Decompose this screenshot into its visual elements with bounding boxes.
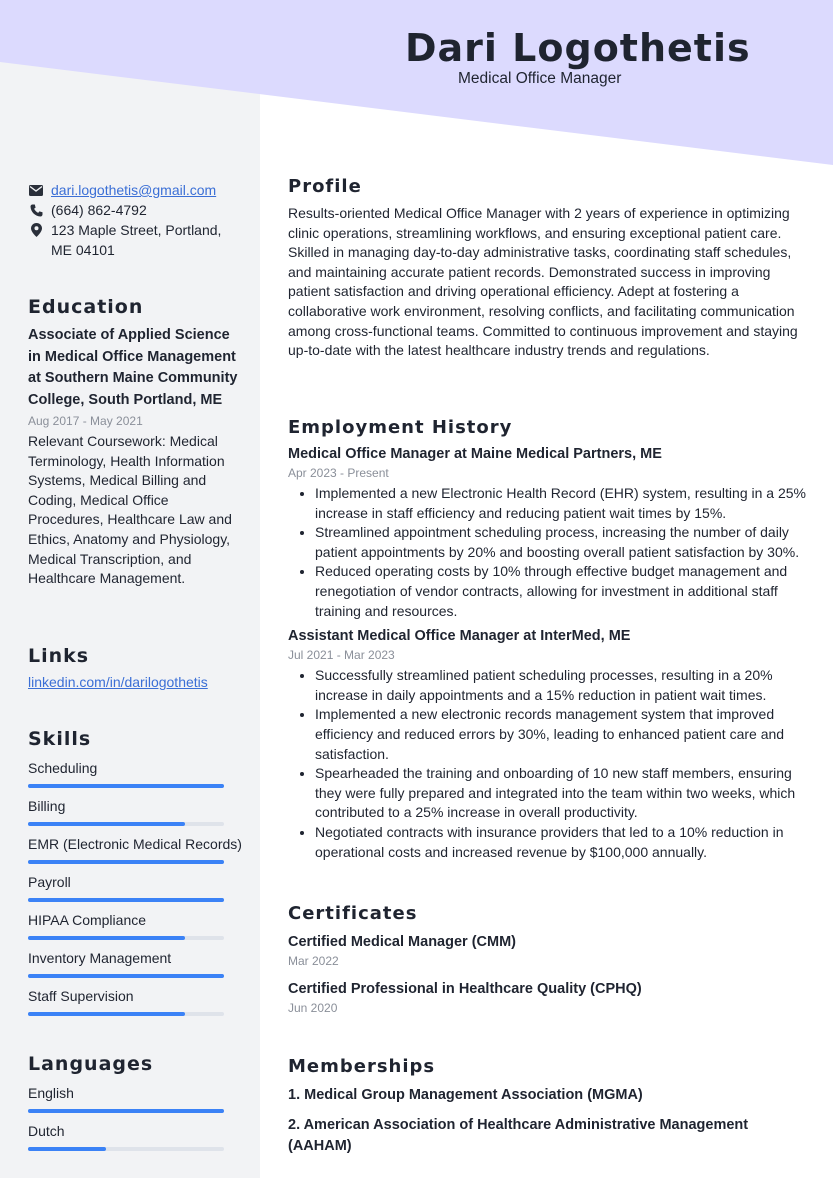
job-bullets: [288, 484, 808, 621]
skill-bar-fill: [28, 784, 224, 788]
skill-label: Payroll: [28, 874, 71, 890]
certificate-date: Jun 2020: [288, 1001, 338, 1015]
language-item: [28, 1122, 224, 1140]
job-title: Medical Office Manager at Maine Medical Partners, ME: [288, 446, 662, 462]
job-bullets: [288, 666, 808, 862]
contact-section: [28, 180, 238, 260]
skill-item: [28, 759, 224, 777]
skill-bar: [28, 860, 224, 864]
skill-item: [28, 873, 224, 891]
contact-phone-row: [28, 200, 238, 220]
language-item: [28, 1084, 224, 1102]
address-line2: ME 04101: [51, 242, 115, 258]
skill-bar: [28, 1012, 224, 1016]
candidate-title: Medical Office Manager: [458, 70, 622, 87]
language-bar-fill: [28, 1109, 224, 1113]
skill-bar: [28, 974, 224, 978]
job-bullet: • Successfully streamlined patient scheduling processes, resulting in a 20% increase in daily appointments and a 15% reduction in patient wait times.: [315, 666, 808, 705]
job-bullet: • Streamlined appointment scheduling process, increasing the number of daily patient appointments by 20% and boosting overall patient satisfaction by 30%.: [315, 523, 808, 562]
skills-heading: Skills: [28, 728, 92, 750]
skill-bar: [28, 936, 224, 940]
certificates-heading: Certificates: [288, 903, 418, 924]
job-dates: Apr 2023 - Present: [288, 466, 389, 480]
language-bar: [28, 1109, 224, 1113]
email-link[interactable]: dari.logothetis@gmail.com: [51, 182, 217, 198]
skill-bar-fill: [28, 822, 185, 826]
skill-bar: [28, 784, 224, 788]
skill-label: Staff Supervision: [28, 988, 134, 1004]
phone-icon: [28, 200, 44, 220]
memberships-section: [288, 1056, 788, 1158]
membership-item: 2. American Association of Healthcare Administrative Management (AAHAM): [288, 1116, 749, 1154]
address: [51, 220, 221, 260]
skill-bar-fill: [28, 860, 224, 864]
profile-text: Results-oriented Medical Office Manager with 2 years of experience in optimizing clinic operations, streamlining workflows, and ensuring exceptional patient care. Skilled in managing day-to-day administrative tasks, coordinating staff schedules, and maintaining accurate patient records. Demonstrated success in improving patient satisfaction and driving operational efficiency. Adept at fostering a collaborative work environment, resolving conflicts, and facilitating communication among cross-functional teams. Committed to continuous improvement and staying up-to-date with the latest healthcare industry trends and regulations.: [288, 205, 798, 359]
job-bullet: • Reduced operating costs by 10% through effective budget management and renegotiation of vendor contracts, allowing for investment in additional staff training and resources.: [315, 562, 808, 621]
phone-number: (664) 862-4792: [51, 202, 147, 218]
certificate-name: Certified Medical Manager (CMM): [288, 934, 516, 950]
skill-label: Scheduling: [28, 760, 98, 776]
skill-bar: [28, 898, 224, 902]
linkedin-link[interactable]: linkedin.com/in/darilogothetis: [28, 674, 208, 690]
languages-heading: Languages: [28, 1053, 154, 1075]
skill-item: [28, 911, 224, 929]
job-bullet: • Negotiated contracts with insurance providers that led to a 10% reduction in operational costs and increased revenue by $100,000 annually.: [315, 823, 808, 862]
skill-item: [28, 949, 224, 967]
education-dates: Aug 2017 - May 2021: [28, 414, 143, 428]
language-bar: [28, 1147, 224, 1151]
job-bullet: • Implemented a new Electronic Health Record (EHR) system, resulting in a 25% increase in staff efficiency and reducing patient wait times by 15%.: [315, 484, 808, 523]
membership-item: 1. Medical Group Management Association (MGMA): [288, 1087, 643, 1103]
contact-address-row: [28, 220, 238, 260]
contact-email-row: [28, 180, 238, 200]
skill-item: [28, 835, 242, 853]
job-bullet: • Implemented a new electronic records management system that improved efficiency and reduced errors by 30%, leading to enhanced patient care and satisfaction.: [315, 705, 808, 764]
job-bullet: • Spearheaded the training and onboarding of 10 new staff members, ensuring they were fully prepared and integrated into the team within two weeks, which contributed to a 25% increase in overall productivity.: [315, 764, 808, 823]
profile-section: [288, 176, 808, 361]
employment-section: [288, 417, 808, 862]
employment-heading: Employment History: [288, 417, 513, 438]
profile-heading: Profile: [288, 176, 362, 197]
envelope-icon: [28, 180, 44, 200]
address-line1: 123 Maple Street, Portland,: [51, 222, 222, 238]
skill-bar: [28, 822, 224, 826]
skill-bar-fill: [28, 1012, 185, 1016]
links-heading: Links: [28, 645, 90, 667]
memberships-heading: Memberships: [288, 1056, 436, 1077]
certificate-name: Certified Professional in Healthcare Quality (CPHQ): [288, 981, 642, 997]
skill-item: [28, 797, 224, 815]
education-coursework: Relevant Coursework: Medical Terminology, Health Information Systems, Medical Billing and Coding, Medical Office Procedures, Healthcare Law and Ethics, Anatomy and Physiology, Medical Transcription, and Healthcare Management.: [28, 433, 232, 587]
language-label: Dutch: [28, 1123, 65, 1139]
education-section: [28, 296, 238, 589]
skill-bar-fill: [28, 974, 224, 978]
map-pin-icon: [28, 220, 44, 240]
education-heading: Education: [28, 296, 144, 318]
skill-bar-fill: [28, 898, 224, 902]
skill-bar-fill: [28, 936, 185, 940]
skill-label: HIPAA Compliance: [28, 912, 147, 928]
skill-label: Billing: [28, 798, 66, 814]
education-degree: Associate of Applied Science in Medical Office Management at Southern Maine Community College, South Portland, ME: [28, 327, 238, 408]
candidate-name: Dari Logothetis: [405, 26, 751, 70]
language-label: English: [28, 1085, 74, 1101]
certificates-section: [288, 903, 808, 1017]
language-bar-fill: [28, 1147, 106, 1151]
links-section: [28, 645, 238, 693]
skill-label: Inventory Management: [28, 950, 172, 966]
skills-section: [28, 728, 238, 750]
job-title: Assistant Medical Office Manager at InterMed, ME: [288, 628, 631, 645]
skill-item: [28, 987, 224, 1005]
languages-section: [28, 1053, 238, 1075]
skill-label: EMR (Electronic Medical Records): [28, 836, 242, 852]
certificate-date: Mar 2022: [288, 954, 339, 968]
job-dates: Jul 2021 - Mar 2023: [288, 648, 395, 663]
